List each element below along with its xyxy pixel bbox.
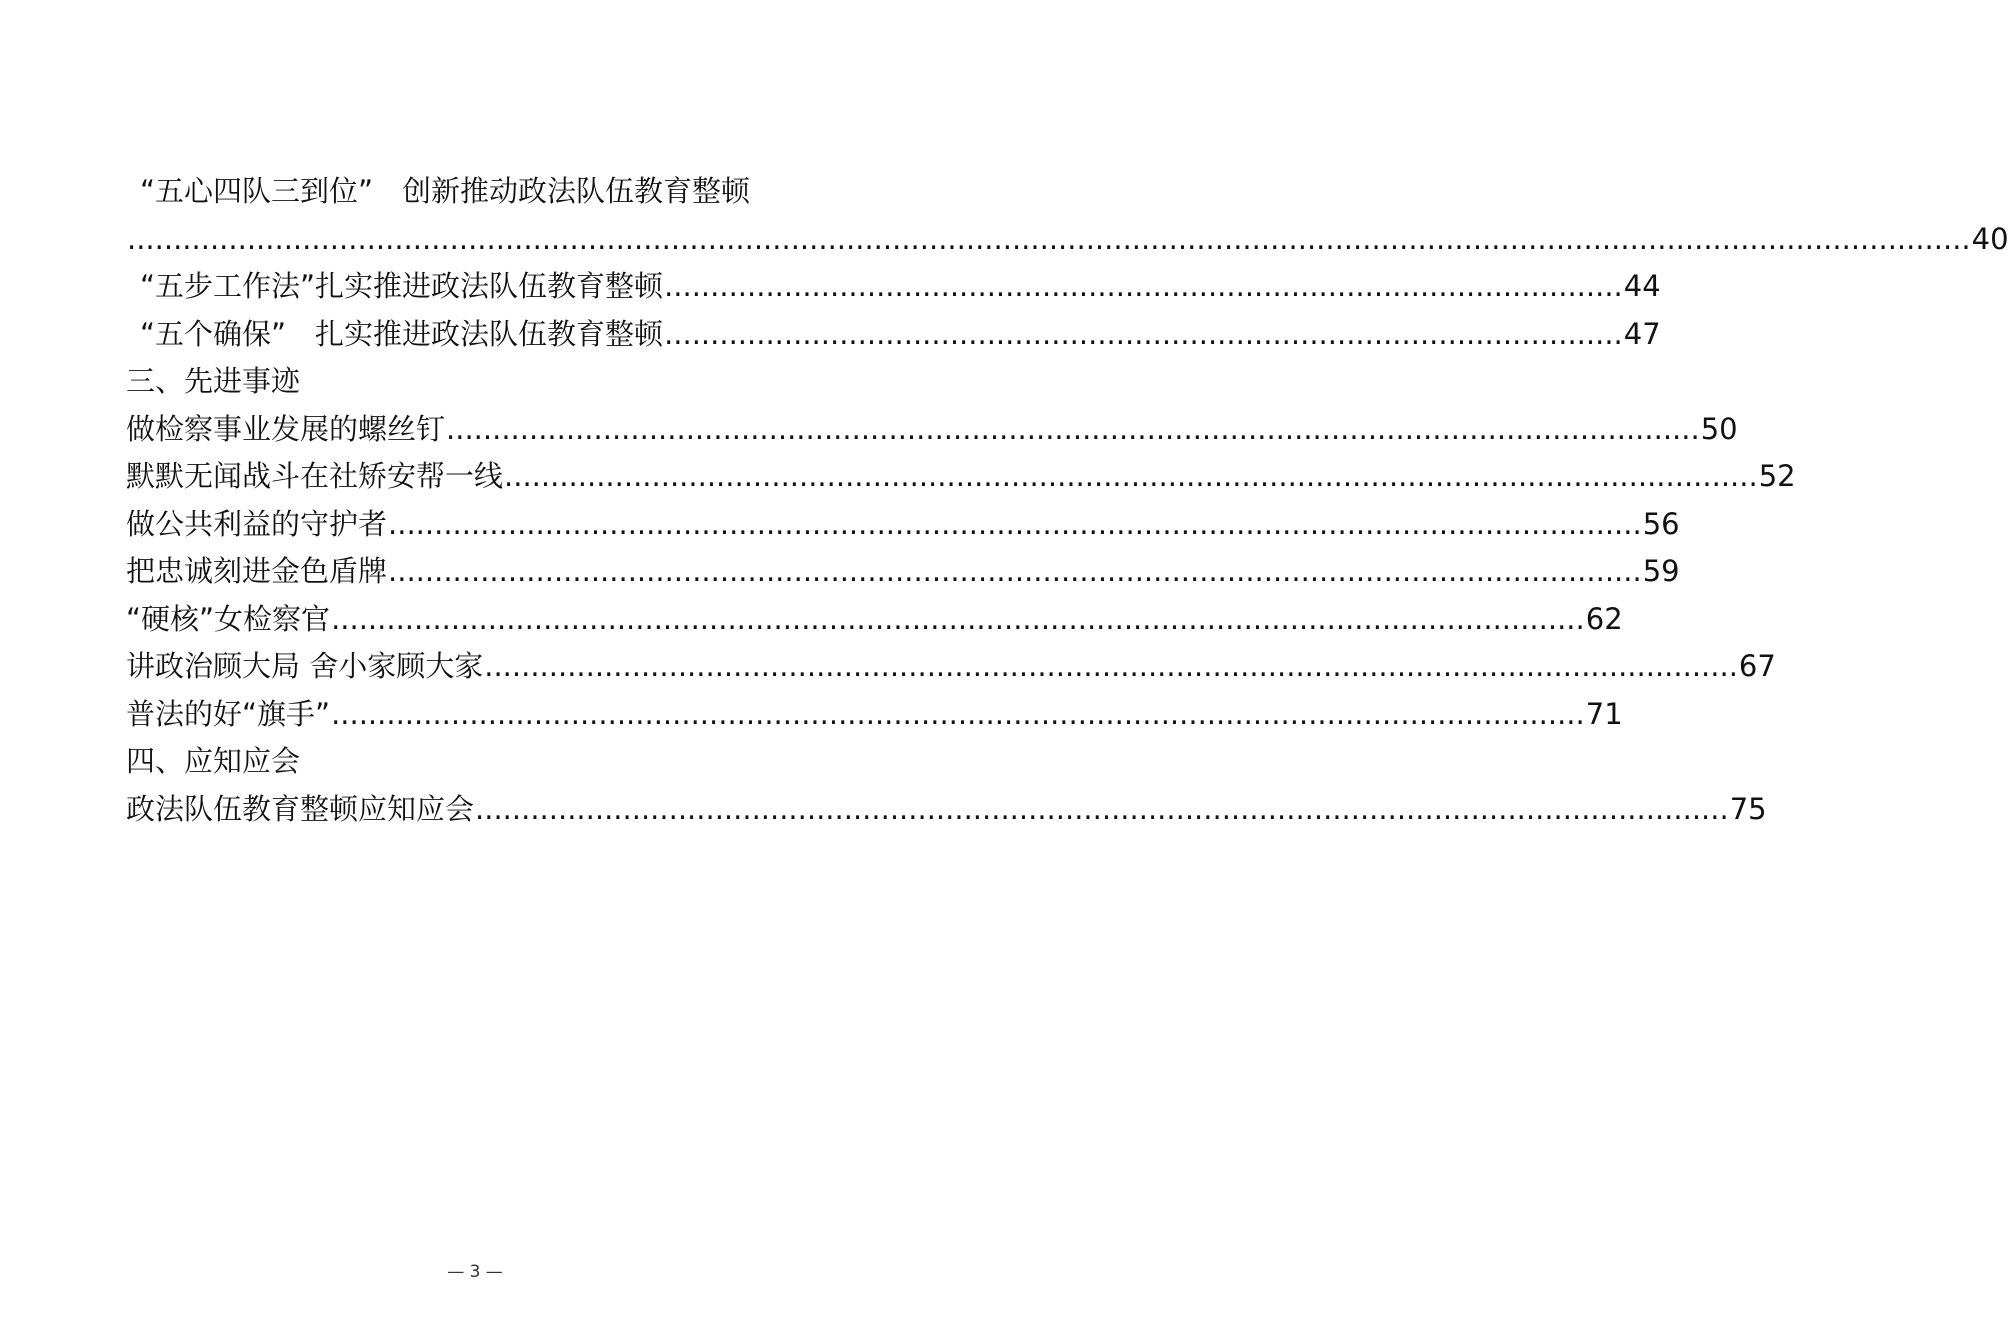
toc-leader-dots: ........................................................................................................................................	[388, 554, 1642, 588]
toc-page-number: 67	[1738, 649, 1776, 683]
toc-entry-title: 做公共利益的守护者	[126, 506, 388, 541]
toc-entry-title: 普法的好“旗手”	[126, 696, 331, 731]
section-heading: 三、先进事迹	[126, 364, 301, 398]
toc-page-number: 56	[1642, 506, 1680, 541]
table-of-contents	[126, 168, 2009, 833]
section-heading: 四、应知应会	[126, 744, 301, 778]
toc-page-number: 47	[1623, 316, 1661, 351]
toc-entry-title: 做检察事业发展的螺丝钉	[126, 411, 446, 446]
toc-entry[interactable]	[126, 311, 1661, 359]
toc-entry[interactable]	[126, 596, 1623, 644]
toc-page-number: 75	[1729, 791, 1767, 826]
toc-leader-dots: ........................................................................................................................................	[388, 506, 1642, 541]
toc-entry[interactable]	[126, 263, 1661, 311]
page-footer-number: — 3 —	[447, 1262, 503, 1282]
toc-leader-dots: ........................................................................................................................................	[475, 791, 1729, 826]
toc-page-number: 44	[1623, 269, 1661, 303]
toc-entry[interactable]	[126, 548, 1680, 596]
toc-entry-title: “五个确保” 扎实推进政法队伍教育整顿	[140, 316, 664, 351]
toc-entry-title: 默默无闻战斗在社矫安帮一线	[126, 459, 504, 493]
toc-entry[interactable]	[126, 691, 1623, 739]
toc-leader-dots: ........................................................................................................................................	[331, 601, 1585, 636]
toc-entry[interactable]	[126, 501, 1680, 549]
toc-page-number: 50	[1700, 411, 1738, 446]
toc-entry[interactable]	[126, 406, 1738, 454]
toc-leader-dots: ........................................................................................................................................	[504, 459, 1758, 493]
toc-leader-dots: ........................................................................................................................................	[484, 649, 1738, 683]
toc-entry-title: “五心四队三到位” 创新推动政法队伍教育整顿	[140, 174, 751, 208]
toc-leader-dots: ........................................................................................................................................................................................................	[127, 221, 1971, 256]
toc-page-number: 40	[1971, 221, 2009, 256]
toc-entry[interactable]	[126, 786, 1767, 834]
toc-leader-dots: ........................................................................................................................................	[446, 411, 1700, 446]
toc-page-number: 71	[1585, 696, 1623, 731]
toc-leader-dots: ........................................................................................................................................	[331, 696, 1585, 731]
toc-entry[interactable]	[126, 453, 1796, 501]
toc-leader-dots: ........................................................................................................	[664, 269, 1623, 303]
toc-entry-continuation[interactable]	[126, 216, 2009, 264]
toc-entry-title: “硬核”女检察官	[126, 601, 331, 636]
toc-entry-title: 把忠诚刻进金色盾牌	[126, 554, 388, 588]
toc-entry[interactable]	[126, 643, 1776, 691]
toc-page-number: 59	[1642, 554, 1680, 588]
toc-entry-title: 政法队伍教育整顿应知应会	[126, 791, 475, 826]
toc-page-number: 62	[1585, 601, 1623, 636]
toc-leader-dots: ........................................................................................................	[664, 316, 1623, 351]
toc-entry-title: 讲政治顾大局 舍小家顾大家	[126, 649, 484, 683]
toc-page-number: 52	[1758, 459, 1796, 493]
toc-entry-title: “五步工作法”扎实推进政法队伍教育整顿	[140, 269, 664, 303]
